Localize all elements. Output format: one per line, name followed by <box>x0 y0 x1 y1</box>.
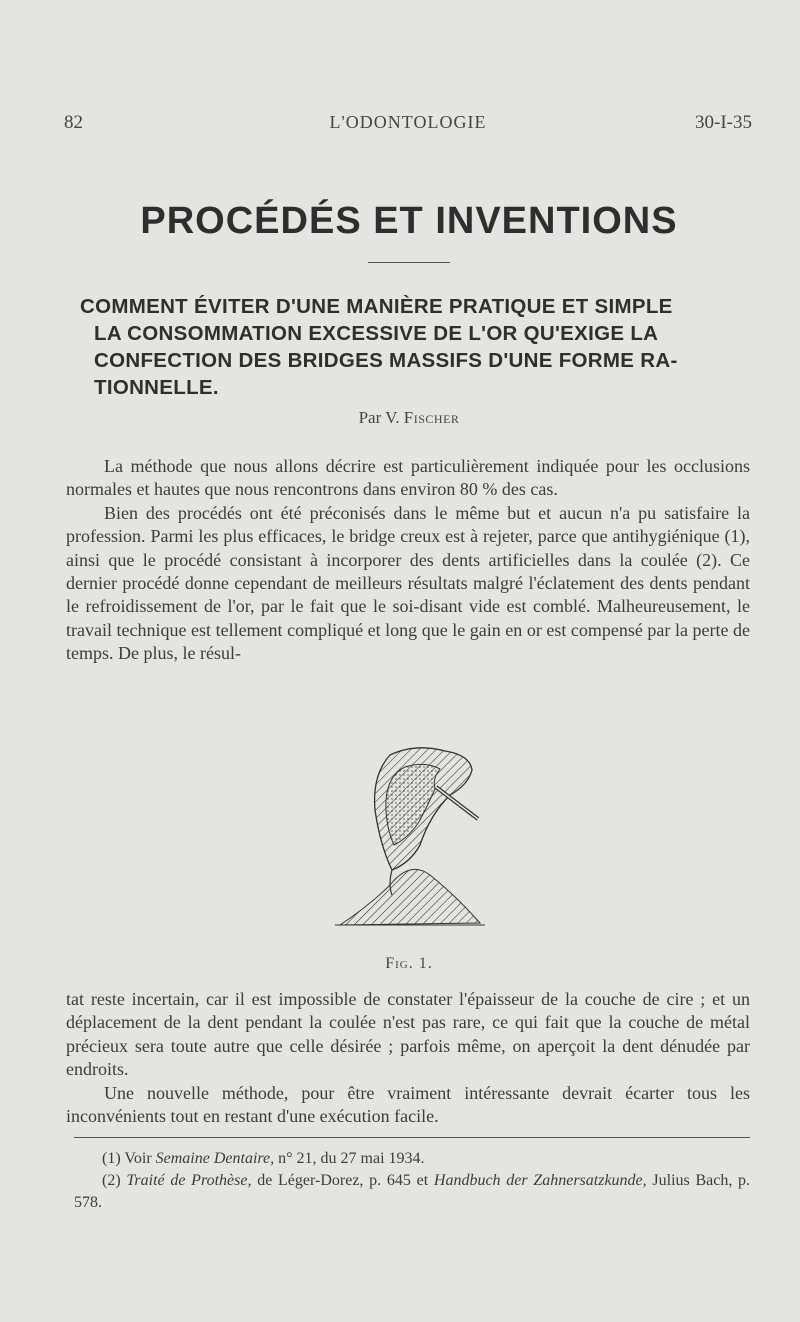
byline-prefix: Par V. <box>358 408 400 427</box>
paragraph: Bien des procédés ont été préconisés dans le même but et aucun n'a pu satisfaire la profession. Parmi les plus efficaces, le bridge creux est à rejeter, parce que antihygiénique (1), ainsi que le procédé consistant à incorporer des dents artificielles dans la coulée (2). Ce dernier procédé donne cependant de meilleurs résultats malgré l'éclatement des dents pendant le refroidissement de l'or, par le fait que le soi-disant vide est comblé. Malheureusement, le travail technique est tellement compliqué et long que le gain en or est compensé par la perte de temps. De plus, le résul- <box>66 502 750 664</box>
footnote-text: n° 21, du 27 mai 1934. <box>278 1150 425 1167</box>
footnote-text: Julius Bach, p. 578. <box>74 1172 751 1211</box>
article-title-line: TIONNELLE. <box>94 376 219 399</box>
article-title-line: CONFECTION DES BRIDGES MASSIFS D'UNE FORME RA- <box>94 349 678 372</box>
footnote-text: de Léger-Dorez, p. 645 et <box>257 1172 429 1189</box>
body-text-intro <box>66 455 750 666</box>
tooth-illustration <box>330 745 490 935</box>
footnote-citation-title: Semaine Dentaire, <box>155 1150 275 1167</box>
footnote-citation-title: Handbuch der Zahnersatzkunde, <box>433 1172 647 1189</box>
figure-caption: Fig. 1. <box>385 955 433 972</box>
footnote-text: Voir <box>124 1150 152 1167</box>
journal-name: L'ODONTOLOGIE <box>329 112 487 132</box>
body-text-continued <box>66 988 750 1128</box>
footnote-1 <box>74 1148 750 1170</box>
section-title: PROCÉDÉS ET INVENTIONS <box>140 200 678 242</box>
author-name: Fischer <box>403 408 460 427</box>
paragraph: tat reste incertain, car il est impossible de constater l'épaisseur de la couche de cire ; et un déplacement de la dent pendant la coulée n'est pas rare, ce qui fait que la couche de métal précieux sera toute autre que celle désirée ; parfois même, on aperçoit la dent dénudée par endroits. <box>66 989 750 1080</box>
paragraph: Une nouvelle méthode, pour être vraiment intéressante devrait écarter tous les inconvénients tout en restant d'une exécution facile. <box>66 1082 750 1127</box>
footnote-divider <box>74 1137 750 1138</box>
paragraph: La méthode que nous allons décrire est particulièrement indiquée pour les occlusions normales et hautes que nous rencontrons dans environ 80 % des cas. <box>66 456 750 500</box>
footnote-number: (2) <box>102 1172 121 1189</box>
byline <box>0 408 800 428</box>
figure-tooth-diagram <box>330 745 490 935</box>
footnote-2 <box>74 1170 750 1214</box>
footnotes <box>74 1148 750 1214</box>
page-number: 82 <box>64 112 83 133</box>
footnote-number: (1) <box>102 1150 121 1167</box>
issue-date: 30-I-35 <box>695 112 752 133</box>
title-divider <box>368 262 450 263</box>
running-head <box>64 112 752 138</box>
article-title <box>80 293 760 401</box>
article-title-line: COMMENT ÉVITER D'UNE MANIÈRE PRATIQUE ET SIMPLE <box>80 295 673 318</box>
article-title-line: LA CONSOMMATION EXCESSIVE DE L'OR QU'EXIGE LA <box>94 322 659 345</box>
footnote-citation-title: Traité de Prothèse, <box>126 1172 252 1189</box>
